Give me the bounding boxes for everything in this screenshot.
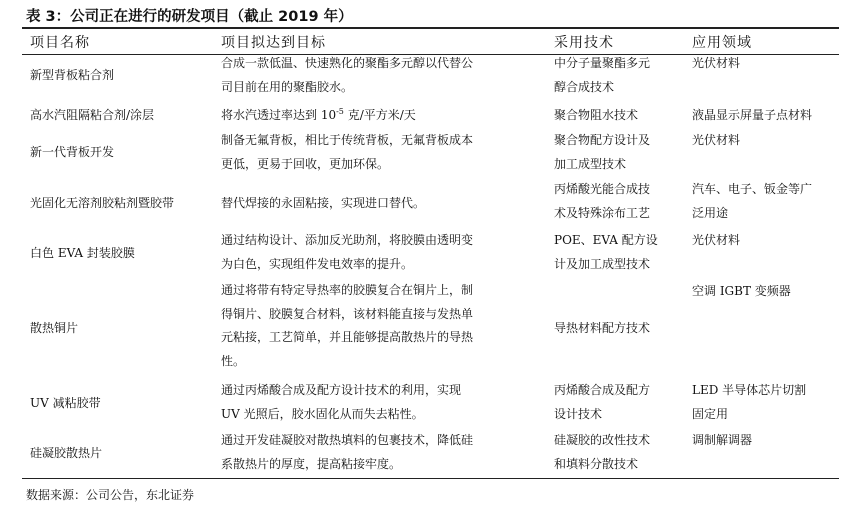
row-0-field: 光伏材料 (692, 56, 741, 70)
header-technology: 采用技术 (554, 35, 614, 51)
row-7-field: 调制解调器 (692, 433, 753, 447)
row-6-goal: 通过丙烯酸合成及配方设计技术的利用，实现 UV 光照后，胶水固化从而失去粘性。 (221, 383, 462, 421)
data-source-note: 数据来源：公司公告，东北证券 (26, 488, 195, 502)
row-0-tech: 中分子量聚酯多元 醇合成技术 (554, 56, 651, 94)
row-1-tech: 聚合物阻水技术 (554, 108, 639, 122)
row-7-name: 硅凝胶散热片 (30, 446, 103, 460)
row-1-goal: 将水汽透过率达到 $10^{-5}$ 克/平方米/天 (221, 107, 416, 122)
row-4-field: 光伏材料 (692, 233, 741, 247)
row-5-goal: 通过将带有特定导热率的胶膜复合在铜片上，制 得铜片、胶膜复合材料，该材料能直接与发热单 元粘接，工艺简单，并且能够提高散热片的导热 性。 (221, 283, 474, 368)
row-6-tech: 丙烯酸合成及配方 设计技术 (554, 383, 651, 421)
row-0-name: 新型背板粘合剂 (30, 68, 115, 82)
row-2-tech: 聚合物配方设计及 加工成型技术 (554, 133, 651, 171)
row-1-field: 液晶显示屏量子点材料 (692, 108, 813, 122)
row-6-field: LED 半导体芯片切割 固定用 (692, 383, 807, 421)
row-1-name: 高水汽阻隔粘合剂/涂层 (30, 108, 155, 122)
table-bottom-rule (22, 478, 839, 479)
header-application-field: 应用领域 (692, 35, 752, 51)
row-5-name: 散热铜片 (30, 321, 79, 335)
row-4-tech: POE、EVA 配方设 计及加工成型技术 (554, 233, 658, 271)
row-3-field: 汽车、电子、钣金等广 泛用途 (692, 182, 813, 220)
table-title: 表 3：公司正在进行的研发项目（截止 2019 年） (26, 9, 353, 25)
row-3-name: 光固化无溶剂胶粘剂暨胶带 (30, 196, 175, 210)
row-5-tech: 导热材料配方技术 (554, 321, 651, 335)
header-project-goal: 项目拟达到目标 (221, 35, 326, 51)
table-top-rule (22, 27, 839, 29)
row-2-field: 光伏材料 (692, 133, 741, 147)
row-3-goal: 替代焊接的永固粘接，实现进口替代。 (221, 196, 426, 210)
row-0-goal: 合成一款低温、快速熟化的聚酯多元醇以代替公 司目前在用的聚酯胶水。 (221, 56, 474, 94)
row-4-name: 白色 EVA 封装胶膜 (30, 246, 135, 260)
row-5-field: 空调 IGBT 变频器 (692, 284, 791, 298)
row-4-goal: 通过结构设计、添加反光助剂，将胶膜由透明变 为白色，实现组件发电效率的提升。 (221, 233, 474, 271)
row-2-name: 新一代背板开发 (30, 145, 115, 159)
row-3-tech: 丙烯酸光能合成技 术及特殊涂布工艺 (554, 182, 651, 220)
row-2-goal: 制备无氟背板，相比于传统背板，无氟背板成本 更低，更易于回收，更加环保。 (221, 133, 474, 171)
row-6-name: UV 减粘胶带 (30, 396, 101, 410)
row-7-tech: 硅凝胶的改性技术 和填料分散技术 (554, 433, 651, 471)
header-project-name: 项目名称 (30, 35, 90, 51)
row-7-goal: 通过开发硅凝胶对散热填料的包裹技术，降低硅 系散热片的厚度，提高粘接牢度。 (221, 433, 474, 471)
